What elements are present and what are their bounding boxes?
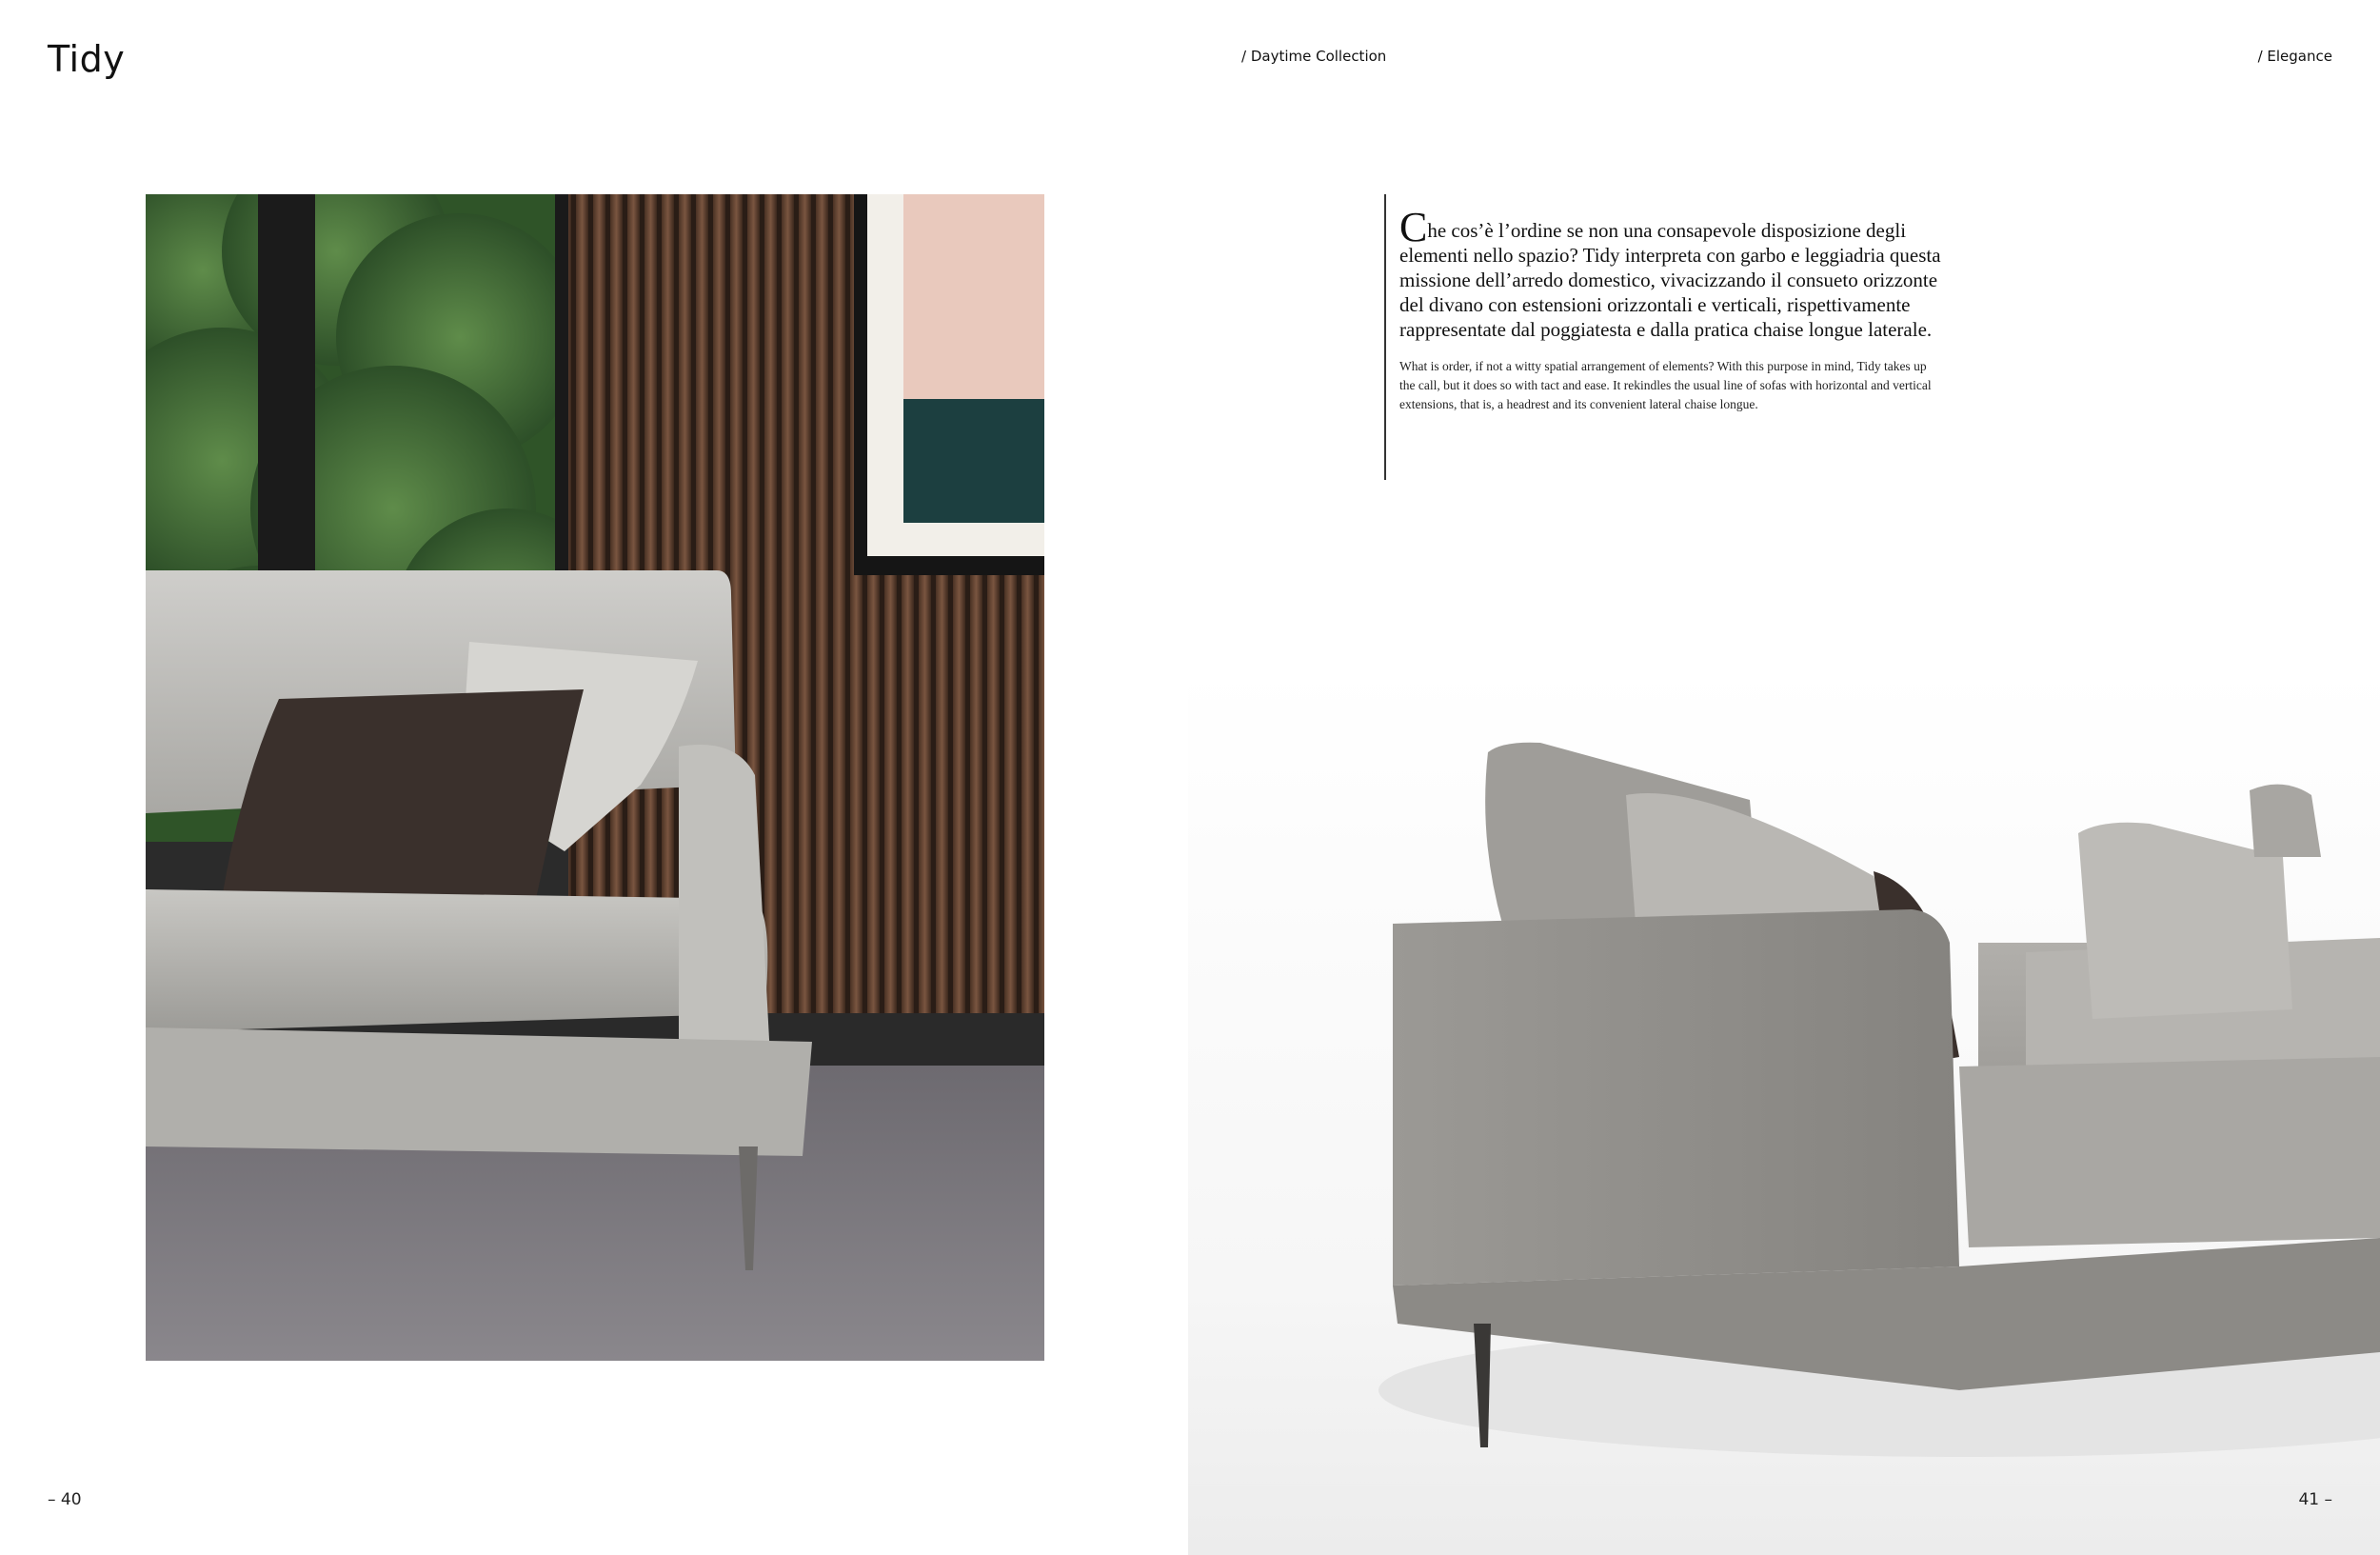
italian-paragraph bbox=[1399, 204, 1942, 342]
page-number-left: – 40 bbox=[48, 1490, 82, 1509]
category-label: / Elegance bbox=[2257, 48, 2332, 65]
page-number-right: 41 – bbox=[2298, 1490, 2332, 1509]
brand-title: Tidy bbox=[48, 38, 126, 80]
description-block bbox=[1384, 194, 1942, 480]
drop-cap: C bbox=[1399, 204, 1428, 250]
interior-sofa-photo bbox=[146, 194, 1044, 1361]
english-paragraph: What is order, if not a witty spatial arrangement of elements? With this purpose in mind, Tidy takes up the call, but it does so with tact and ease. It rekindles the usual line of sofas with horizontal and vertical extensions, that is, a headrest and its convenient lateral chaise longue. bbox=[1399, 359, 1932, 411]
studio-sofa-photo bbox=[1188, 667, 2380, 1555]
italian-text: he cos’è l’ordine se non una consapevole disposizione degli elementi nello spazio? Tidy interpreta con garbo e leggiadria questa missione dell’arredo domestico, vivacizzando il consueto orizzonte del divano con estensioni orizzontali e verticali, rispettivamente rappresentate dal poggiatesta e dalla pratica chaise longue laterale. bbox=[1399, 219, 1941, 341]
collection-label: / Daytime Collection bbox=[1241, 48, 1387, 65]
